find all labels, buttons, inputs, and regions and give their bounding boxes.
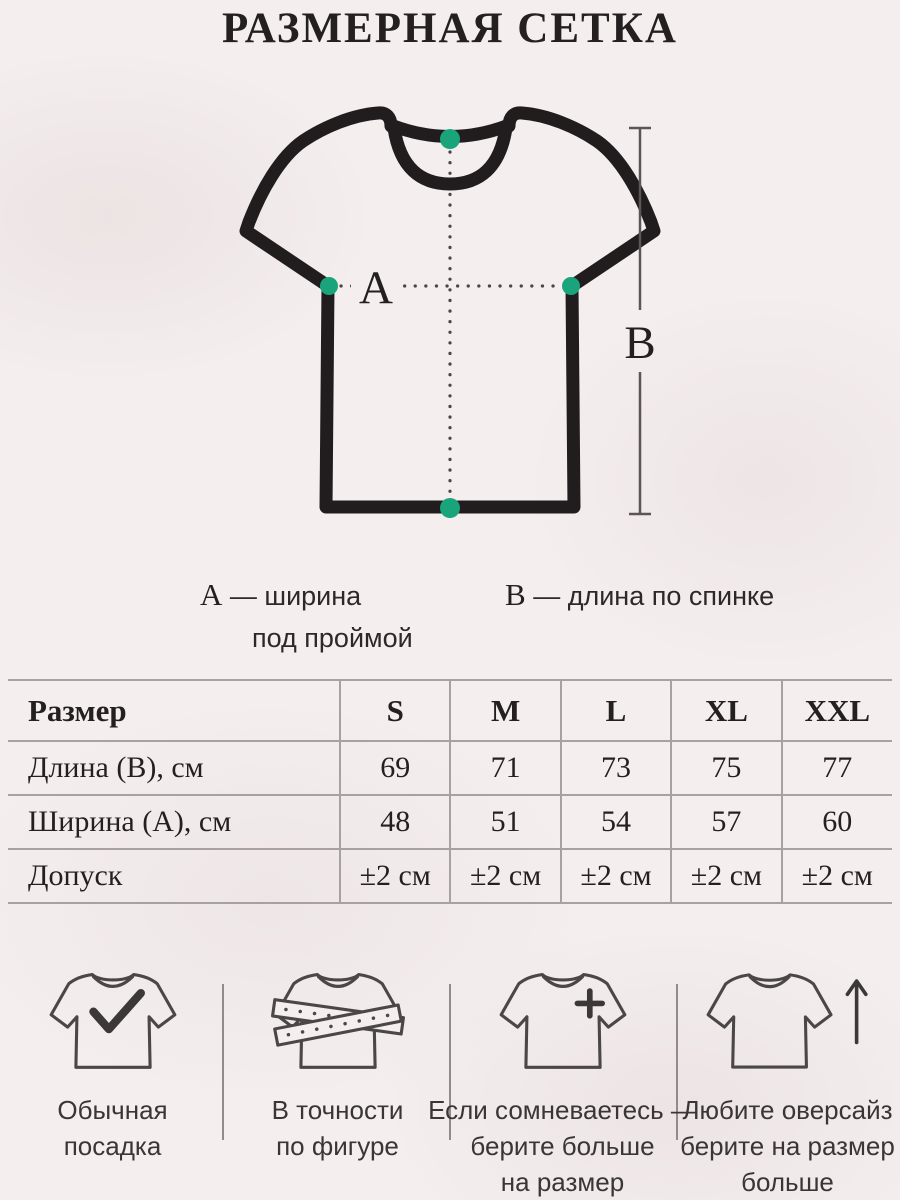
table-cell: 48 xyxy=(340,795,450,849)
diagram-label-a: A xyxy=(359,262,393,314)
fit-item-size-up xyxy=(428,956,697,1200)
tshirt-plus-icon xyxy=(496,964,630,1084)
legend-letter-a: A xyxy=(200,577,223,612)
fit-guide xyxy=(0,956,900,1200)
table-row-width xyxy=(8,795,892,849)
page-title: РАЗМЕРНАЯ СЕТКА xyxy=(222,5,678,52)
legend-dash: — xyxy=(229,581,257,611)
table-cell: ±2 см xyxy=(782,849,892,903)
table-cell: ±2 см xyxy=(450,849,560,903)
table-cell: ±2 см xyxy=(340,849,450,903)
legend-width-line2: под проймой xyxy=(252,623,413,653)
legend-letter-b: B xyxy=(505,577,526,612)
legend-dash: — xyxy=(533,581,561,611)
table-header-cell: L xyxy=(561,680,671,741)
table-cell: 60 xyxy=(782,795,892,849)
table-row-label: Ширина (A), см xyxy=(8,795,340,849)
tshirt-check-icon xyxy=(46,964,180,1084)
tshirt-arrow-icon xyxy=(703,964,873,1084)
legend-length-text: длина по спинке xyxy=(567,581,775,611)
legend-width-text: ширина xyxy=(264,581,362,611)
table-row-label: Длина (B), см xyxy=(8,741,340,795)
table-cell: 73 xyxy=(561,741,671,795)
diagram-label-b: B xyxy=(624,317,656,369)
table-header-row xyxy=(8,680,892,741)
fit-caption: Любите оверсайз берите на размер больше xyxy=(680,1095,895,1197)
table-header-size-label: Размер xyxy=(8,680,340,741)
table-cell: 57 xyxy=(671,795,781,849)
table-cell: ±2 см xyxy=(561,849,671,903)
table-cell: 51 xyxy=(450,795,560,849)
left-underarm-dot xyxy=(320,277,338,295)
table-cell: 69 xyxy=(340,741,450,795)
legend-width xyxy=(200,577,413,654)
size-table xyxy=(8,679,892,904)
table-cell: 54 xyxy=(561,795,671,849)
neck-point-dot xyxy=(440,129,460,149)
legend-width-line1 xyxy=(200,577,413,613)
table-cell: 75 xyxy=(671,741,781,795)
fit-caption: В точности по фигуре xyxy=(271,1095,404,1161)
legend-length xyxy=(505,577,774,613)
right-underarm-dot xyxy=(562,277,580,295)
fit-item-exact xyxy=(225,956,450,1200)
fit-item-regular xyxy=(0,956,225,1200)
tshirt-tape-icon xyxy=(271,964,405,1084)
table-row-label: Допуск xyxy=(8,849,340,903)
table-header-cell: S xyxy=(340,680,450,741)
table-header-cell: XL xyxy=(671,680,781,741)
table-header-cell: M xyxy=(450,680,560,741)
table-row-length xyxy=(8,741,892,795)
table-cell: 77 xyxy=(782,741,892,795)
table-header-cell: XXL xyxy=(782,680,892,741)
fit-caption: Обычная посадка xyxy=(57,1095,168,1161)
table-row-tolerance xyxy=(8,849,892,903)
table-cell: 71 xyxy=(450,741,560,795)
fit-caption: Если сомневаетесь — берите больше на размер xyxy=(428,1095,697,1197)
fit-item-oversize xyxy=(675,956,900,1200)
arrow-up-icon xyxy=(847,981,865,1042)
table-cell: ±2 см xyxy=(671,849,781,903)
hem-point-dot xyxy=(440,498,460,518)
